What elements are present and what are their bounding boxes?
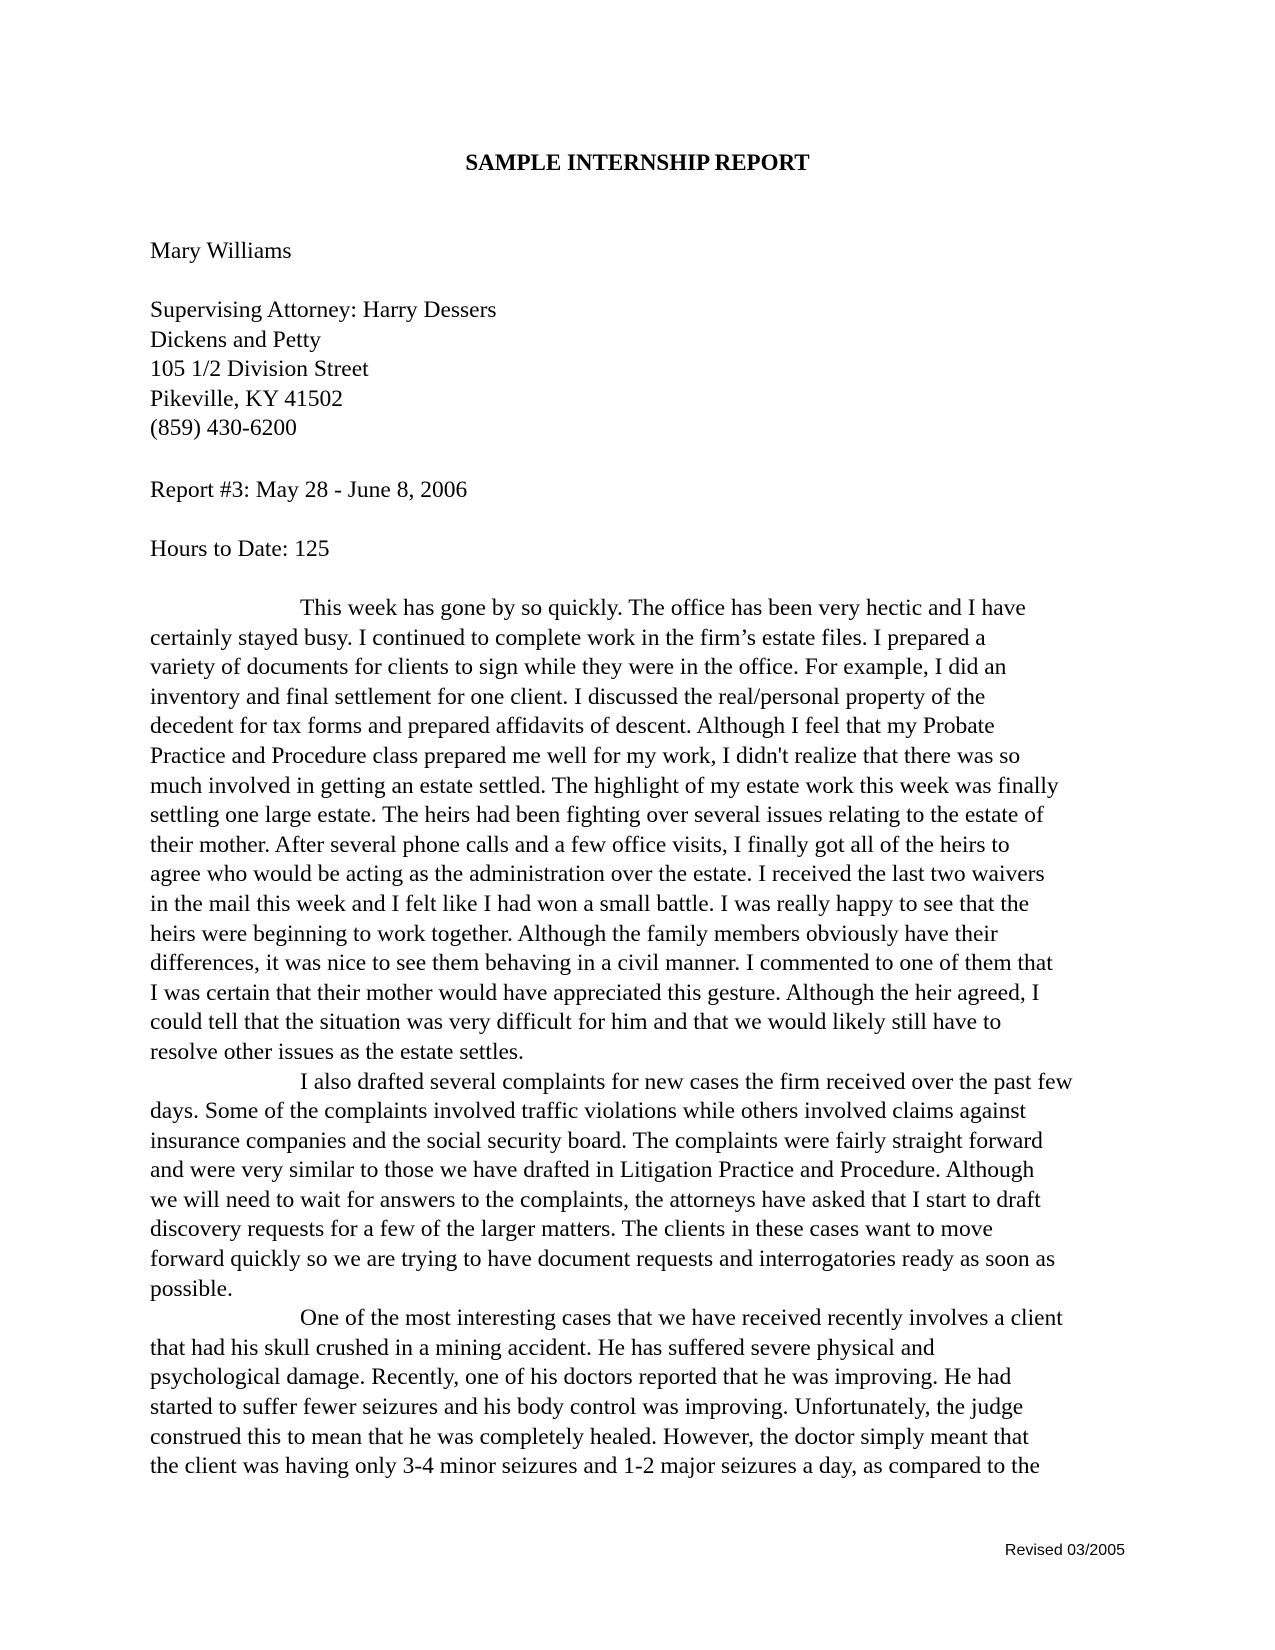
body-line: started to suffer fewer seizures and his body control was improving. Unfortunately, the judge (150, 1394, 1024, 1421)
body-line: This week has gone by so quickly. The office has been very hectic and I have (300, 595, 1026, 621)
firm-name: Dickens and Petty (150, 326, 321, 353)
body-line: inventory and final settlement for one client. I discussed the real/personal property of the (150, 683, 986, 710)
body-line: I was certain that their mother would have appreciated this gesture. Although the heir agreed, I (150, 979, 1040, 1006)
report-line: Report #3: May 28 - June 8, 2006 (150, 477, 468, 503)
body-line: much involved in getting an estate settled. The highlight of my estate work this week was finally (150, 772, 1059, 799)
body-line: we will need to wait for answers to the complaints, the attorneys have asked that I start to draft (150, 1186, 1041, 1213)
body-line: the client was having only 3-4 minor seizures and 1-2 major seizures a day, as compared to the (150, 1453, 1040, 1480)
body-line: heirs were beginning to work together. Although the family members obviously have their (150, 920, 998, 947)
phone-number: (859) 430-6200 (150, 415, 297, 442)
body-line: I also drafted several complaints for new cases the firm received over the past few (300, 1068, 1073, 1095)
body-line: psychological damage. Recently, one of his doctors reported that he was improving. He had (150, 1364, 1012, 1391)
body-line: construed this to mean that he was completely healed. However, the doctor simply meant that (150, 1423, 1029, 1450)
supervisor-address-block (150, 296, 497, 444)
body-line: their mother. After several phone calls and a few office visits, I finally got all of the heirs to (150, 831, 1010, 858)
student-name (150, 237, 292, 267)
body-line: in the mail this week and I felt like I had won a small battle. I was really happy to see that the (150, 890, 1030, 917)
report-number (150, 476, 467, 506)
body-line: discovery requests for a few of the larger matters. The clients in these cases want to move (150, 1216, 993, 1243)
revision-footer: Revised 03/2005 (1004, 1542, 1125, 1559)
body-line: agree who would be acting as the administration over the estate. I received the last two waivers (150, 861, 1045, 888)
body-line: resolve other issues as the estate settles. (150, 1038, 524, 1065)
body-line: One of the most interesting cases that we have received recently involves a client (300, 1305, 1063, 1332)
body-line: differences, it was nice to see them behaving in a civil manner. I commented to one of them that (150, 950, 1053, 977)
supervisor-line: Supervising Attorney: Harry Dessers (150, 297, 497, 323)
body-line: possible. (150, 1275, 233, 1302)
body-line: certainly stayed busy. I continued to complete work in the firm’s estate files. I prepared a (150, 624, 986, 651)
body-line: that had his skull crushed in a mining accident. He has suffered severe physical and (150, 1334, 935, 1361)
hours-to-date (150, 535, 330, 565)
body-line: settling one large estate. The heirs had been fighting over several issues relating to the estate of (150, 802, 1044, 829)
city-state-zip: Pikeville, KY 41502 (150, 385, 343, 412)
body-line: Practice and Procedure class prepared me well for my work, I didn't realize that there was so (150, 742, 1021, 769)
body-line: and were very similar to those we have drafted in Litigation Practice and Procedure. Although (150, 1157, 1035, 1184)
body-line: decedent for tax forms and prepared affidavits of descent. Although I feel that my Probate (150, 713, 995, 740)
hours-line: Hours to Date: 125 (150, 536, 330, 562)
body-line: days. Some of the complaints involved traffic violations while others involved claims against (150, 1098, 1027, 1125)
report-body (150, 594, 1130, 1482)
page-title: SAMPLE INTERNSHIP REPORT (465, 150, 810, 175)
street-address: 105 1/2 Division Street (150, 356, 369, 383)
body-line: variety of documents for clients to sign while they were in the office. For example, I did an (150, 654, 1007, 681)
body-line: forward quickly so we are trying to have document requests and interrogatories ready as soon as (150, 1246, 1056, 1273)
body-line: could tell that the situation was very difficult for him and that we would likely still have to (150, 1009, 1002, 1036)
body-line: insurance companies and the social security board. The complaints were fairly straight forward (150, 1127, 1043, 1154)
student-name-text: Mary Williams (150, 238, 292, 264)
